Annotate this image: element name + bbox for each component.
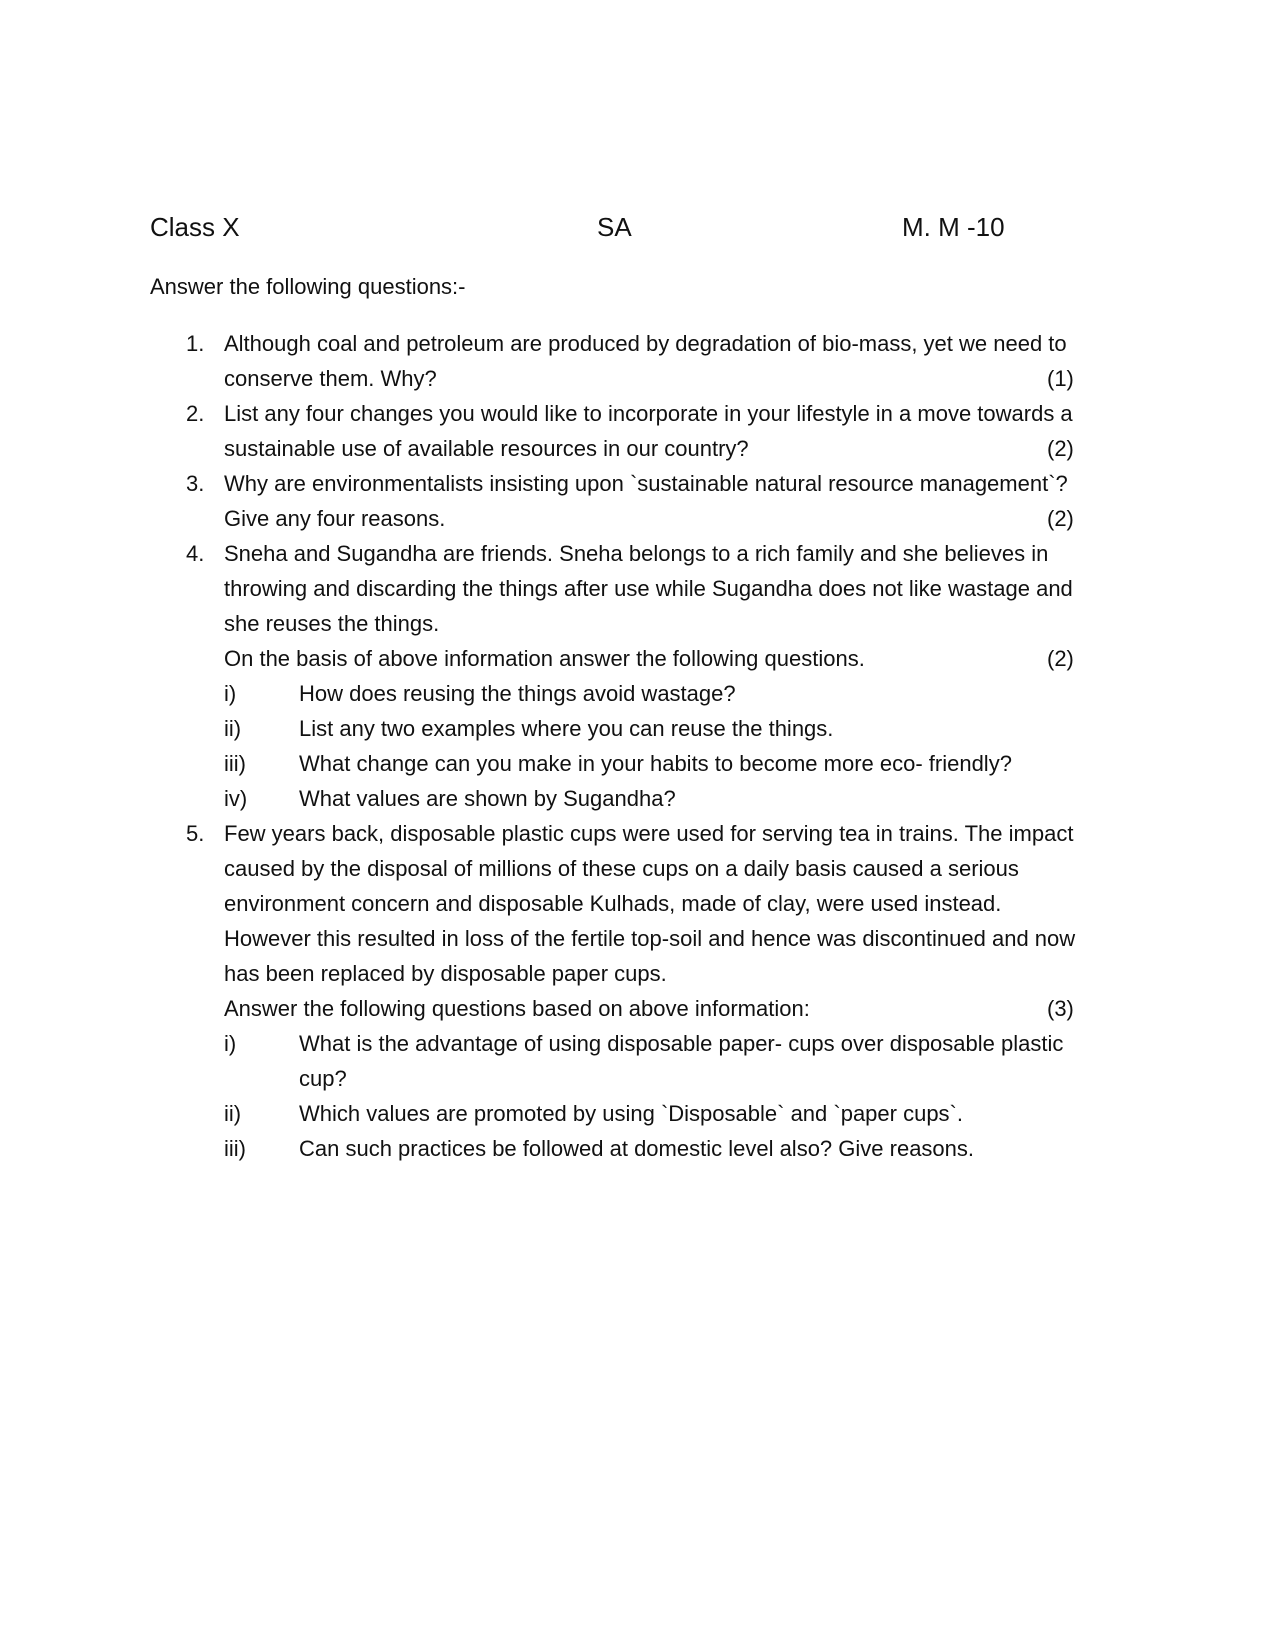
marks-label: (3) — [1047, 996, 1074, 1021]
sub-question-text: What change can you make in your habits to become more eco- friendly? — [299, 751, 1012, 776]
question-prompt-row — [224, 991, 1150, 1026]
question-text-line: Few years back, disposable plastic cups were used for serving tea in trains. The impact — [224, 821, 1074, 846]
question-text-line: sustainable use of available resources in our country? — [224, 436, 749, 461]
question-text-line: However this resulted in loss of the fertile top-soil and hence was discontinued and now — [224, 926, 1076, 951]
question-text-line: Although coal and petroleum are produced by degradation of bio-mass, yet we need to — [224, 331, 1067, 356]
marks-label: (2) — [1047, 506, 1074, 531]
sub-question — [224, 711, 1150, 746]
sub-question-text: List any two examples where you can reuse the things. — [299, 716, 834, 741]
sub-question-number: iii) — [224, 751, 246, 776]
question-number: 2. — [186, 401, 205, 426]
sub-question — [224, 676, 1150, 711]
sub-question-text: What values are shown by Sugandha? — [299, 786, 676, 811]
question-3 — [150, 466, 1150, 536]
question-text-line: she reuses the things. — [224, 611, 440, 636]
question-1 — [150, 326, 1150, 396]
question-2 — [150, 396, 1150, 466]
instruction-text: Answer the following questions:- — [150, 274, 466, 299]
question-text-line: List any four changes you would like to incorporate in your lifestyle in a move towards a — [224, 401, 1073, 426]
question-4 — [150, 536, 1150, 816]
question-number: 4. — [186, 541, 205, 566]
exam-label: SA — [597, 212, 632, 242]
sub-question-text: Which values are promoted by using `Disposable` and `paper cups`. — [299, 1101, 963, 1126]
question-text-line: environment concern and disposable Kulhads, made of clay, were used instead. — [224, 891, 1002, 916]
question-text-line: Give any four reasons. — [224, 506, 446, 531]
question-text-line: Why are environmentalists insisting upon `sustainable natural resource management`? — [224, 471, 1068, 496]
question-number: 3. — [186, 471, 205, 496]
max-marks-label: M. M -10 — [902, 212, 1005, 242]
marks-label: (2) — [1047, 436, 1074, 461]
question-prompt: On the basis of above information answer the following questions. — [224, 646, 865, 671]
question-text-row — [224, 431, 1150, 466]
question-text-line: Sneha and Sugandha are friends. Sneha belongs to a rich family and she believes in — [224, 541, 1049, 566]
question-number: 5. — [186, 821, 205, 846]
question-5 — [150, 816, 1150, 1166]
question-list — [150, 326, 1150, 1166]
sub-question-number: ii) — [224, 1101, 242, 1126]
sub-question — [224, 1131, 1150, 1166]
sub-question-text: What is the advantage of using disposable paper- cups over disposable plastic — [299, 1031, 1064, 1056]
marks-label: (1) — [1047, 366, 1074, 391]
question-text-line: caused by the disposal of millions of these cups on a daily basis caused a serious — [224, 856, 1019, 881]
question-prompt-row — [224, 641, 1150, 676]
sub-question-number: i) — [224, 1031, 237, 1056]
question-text-row — [224, 501, 1150, 536]
class-label: Class X — [150, 212, 240, 242]
sub-question-number: iii) — [224, 1136, 246, 1161]
sub-question — [224, 1096, 1150, 1131]
question-prompt: Answer the following questions based on above information: — [224, 996, 810, 1021]
sub-question-number: i) — [224, 681, 237, 706]
sub-question-text: cup? — [299, 1066, 347, 1091]
question-text-line: throwing and discarding the things after use while Sugandha does not like wastage and — [224, 576, 1073, 601]
sub-question — [224, 746, 1150, 781]
sub-question-number: iv) — [224, 786, 248, 811]
sub-question-number: ii) — [224, 716, 242, 741]
sub-question-text: Can such practices be followed at domestic level also? Give reasons. — [299, 1136, 975, 1161]
question-number: 1. — [186, 331, 205, 356]
sub-question — [224, 1026, 1150, 1096]
question-text-line: has been replaced by disposable paper cups. — [224, 961, 667, 986]
question-text-line: conserve them. Why? — [224, 366, 437, 391]
sub-question-text: How does reusing the things avoid wastage? — [299, 681, 736, 706]
sub-question — [224, 781, 1150, 816]
marks-label: (2) — [1047, 646, 1074, 671]
question-text-row — [224, 361, 1150, 396]
